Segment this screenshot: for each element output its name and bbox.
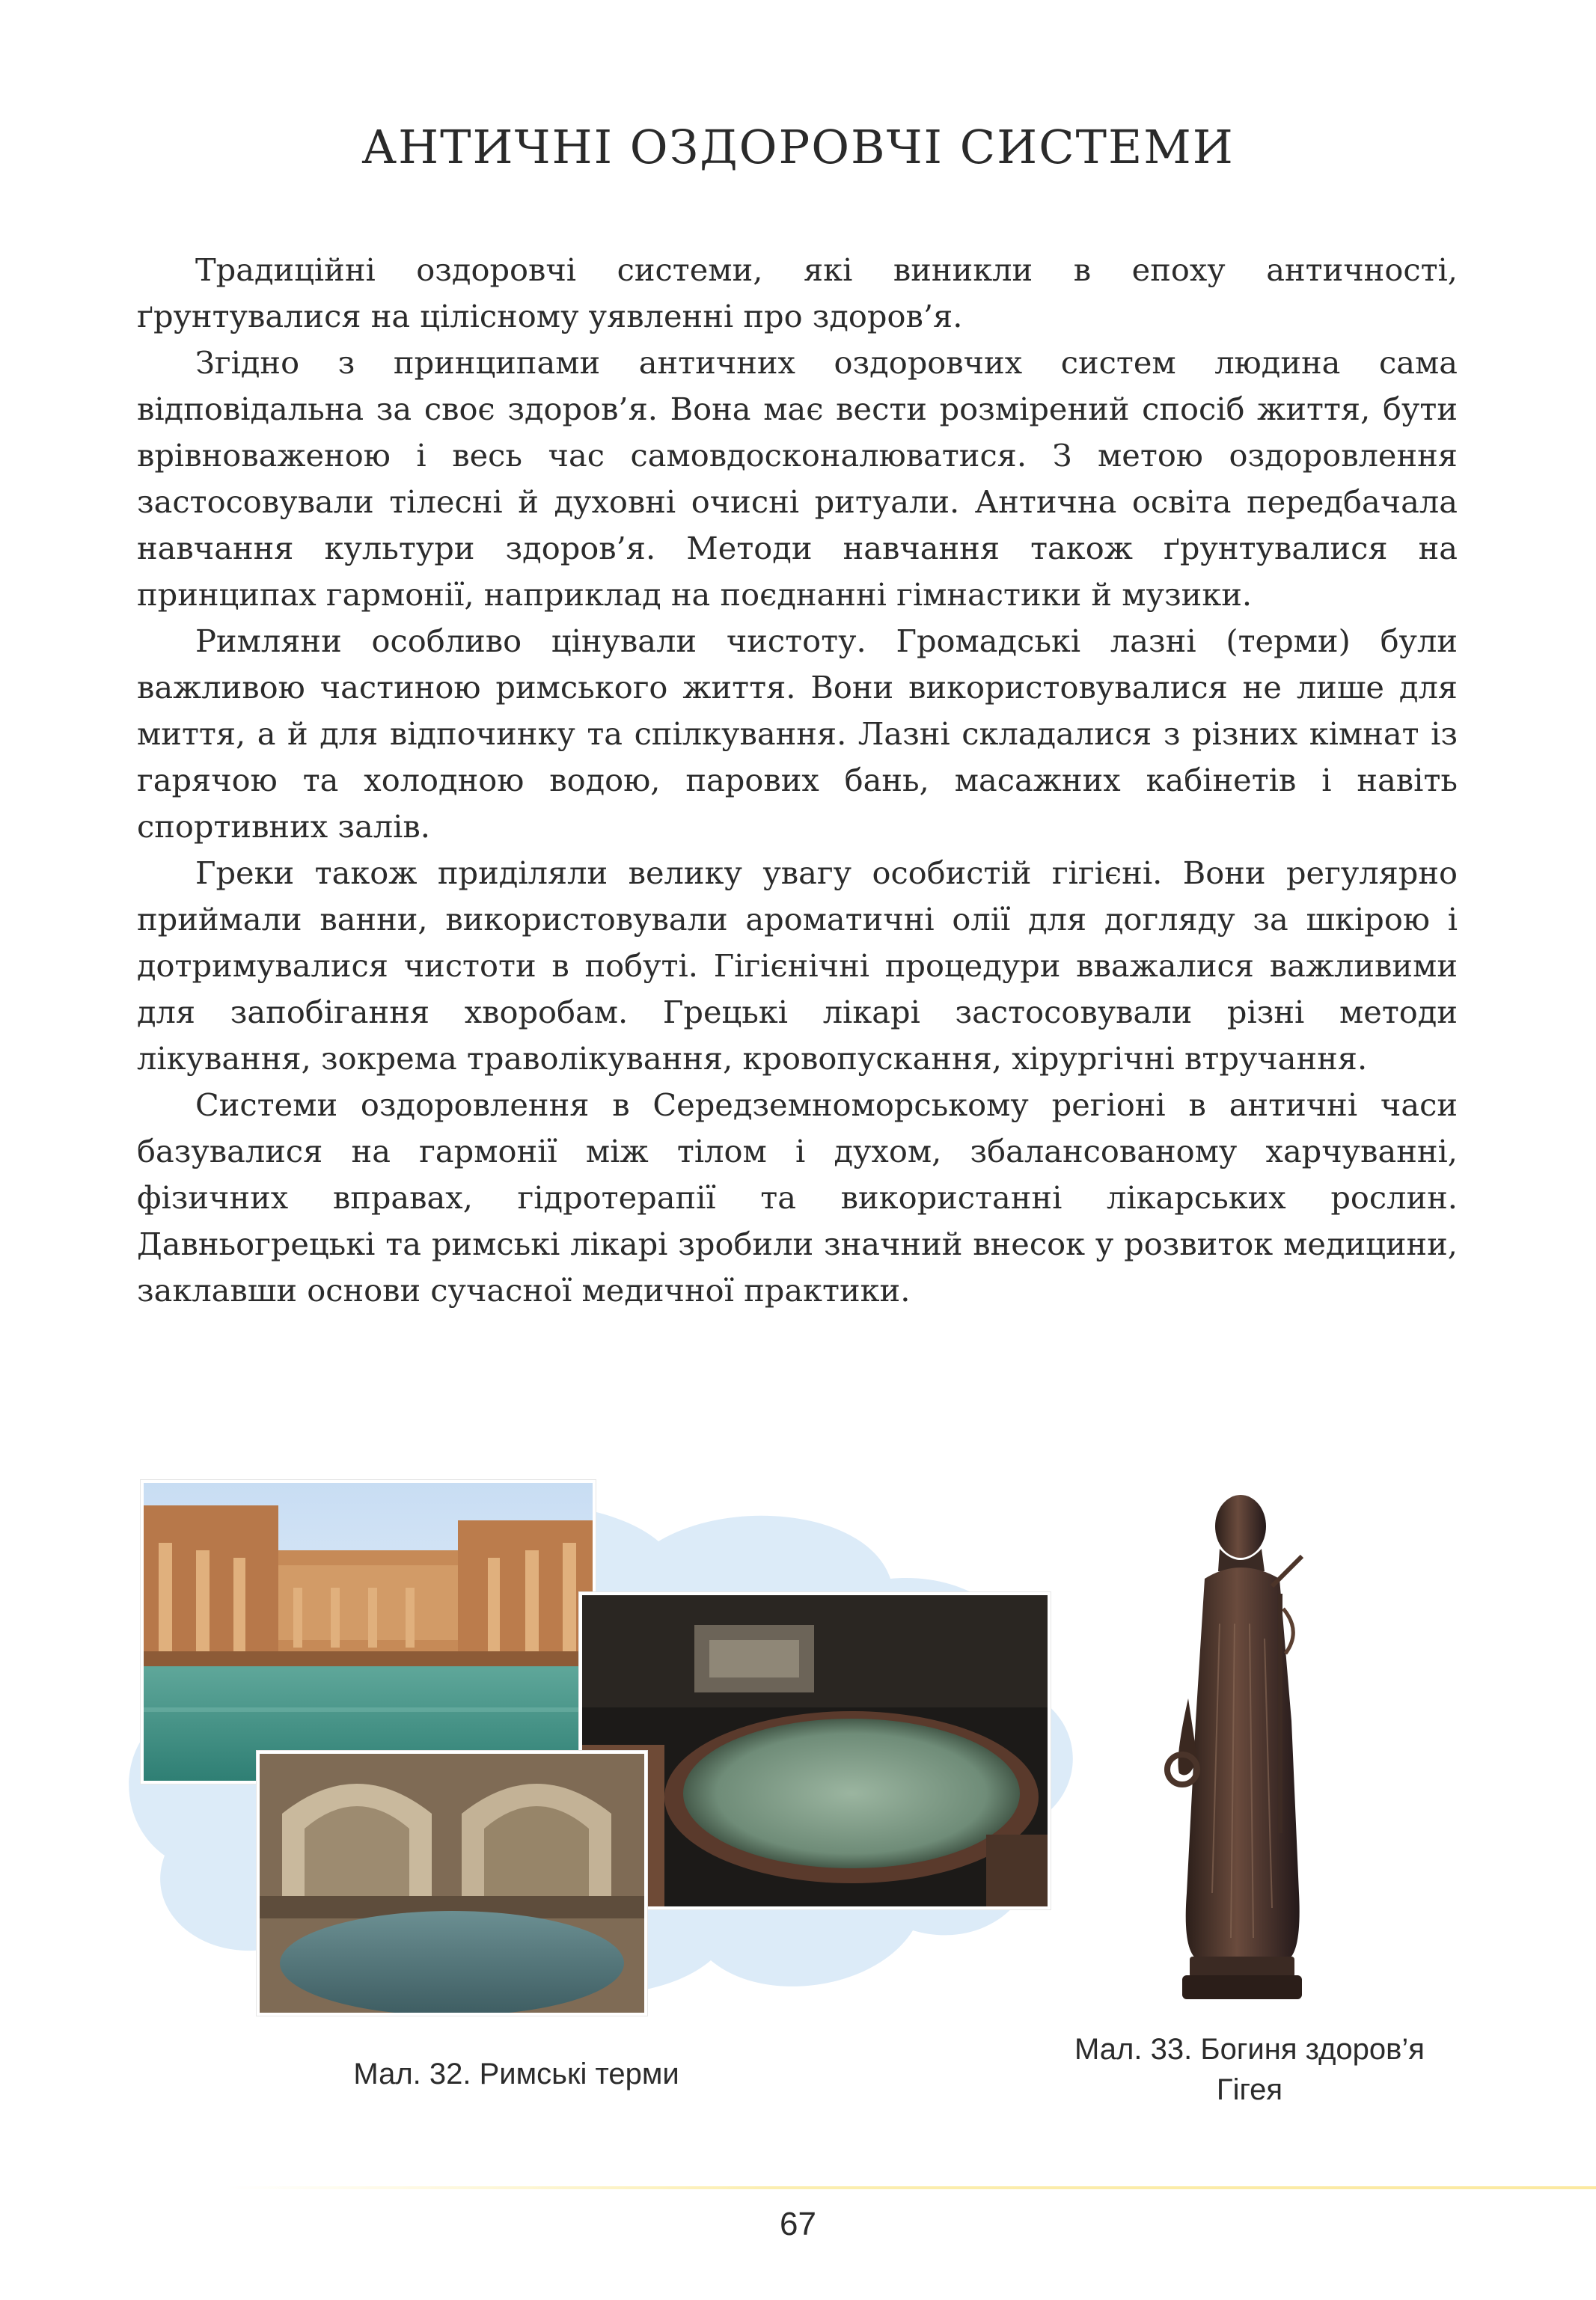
page-title: АНТИЧНІ ОЗДОРОВЧІ СИСТЕМИ [361,120,1235,174]
footer-divider [224,2186,1596,2189]
paragraph-3: Римляни особливо цінували чистоту. Громадські лазні (терми) були важливою частиною римського життя. Вони використовувалися не лише для миття, а й для відпочинку та спілкування. Лазні складалися з різних кімнат із гарячою та холодною водою, парових бань, масажних кабінетів і навіть спортивних залів. [137,623,1458,845]
hygieia-statue-image [1152,1474,1332,2007]
figure-33-caption-line2: Гігея [1216,2073,1283,2106]
roman-bath-photo-2 [579,1592,1051,1909]
article-body [137,247,1458,1314]
figure-32-caption: Мал. 32. Римські терми [353,2058,679,2091]
cloud-backdrop [120,1489,1100,2013]
figure-33-caption-line1: Мал. 33. Богиня здоров’я [1074,2033,1425,2066]
page-number: 67 [780,2206,816,2242]
roman-bath-photo-1 [141,1480,596,1784]
roman-bath-photo-3 [257,1751,647,2016]
paragraph-5: Системи оздоровлення в Середземноморському регіоні в античні часи базувалися на гармонії між тілом і духом, збалансованому харчуванні, фізичних вправах, гідротерапії та використанні лікарських рослин. Давньогрецькі та римські лікарі зробили значний внесок у розвиток медицини, заклавши основи сучасної медичної практики. [137,1086,1458,1309]
figure-33-caption [943,2029,1556,2110]
paragraph-4: Греки також приділяли велику увагу особистій гігієні. Вони регулярно приймали ванни, використовували ароматичні олії для догляду за шкірою і дотримувалися чистоти в побуті. Гігієнічні процедури вважалися важливими для запобігання хворобам. Грецькі лікарі застосовували різні методи лікування, зокрема траволікування, кровопускання, хірургічні втручання. [137,854,1458,1077]
paragraph-1: Традиційні оздоровчі системи, які виникли в епоху античності, ґрунтувалися на цілісному уявленні про здоров’я. [137,251,1458,334]
paragraph-2: Згідно з принципами античних оздоровчих систем людина сама відповідальна за своє здоров’я. Вона має вести розмірений спосіб життя, бути врівноваженою і весь час самовдосконалюватися. З метою оздоровлення застосовували тілесні й духовні очисні ритуали. Антична освіта передбачала навчання культури здоров’я. Методи навчання також ґрунтувалися на принципах гармонії, наприклад на поєднанні гімнастики й музики. [137,344,1458,613]
